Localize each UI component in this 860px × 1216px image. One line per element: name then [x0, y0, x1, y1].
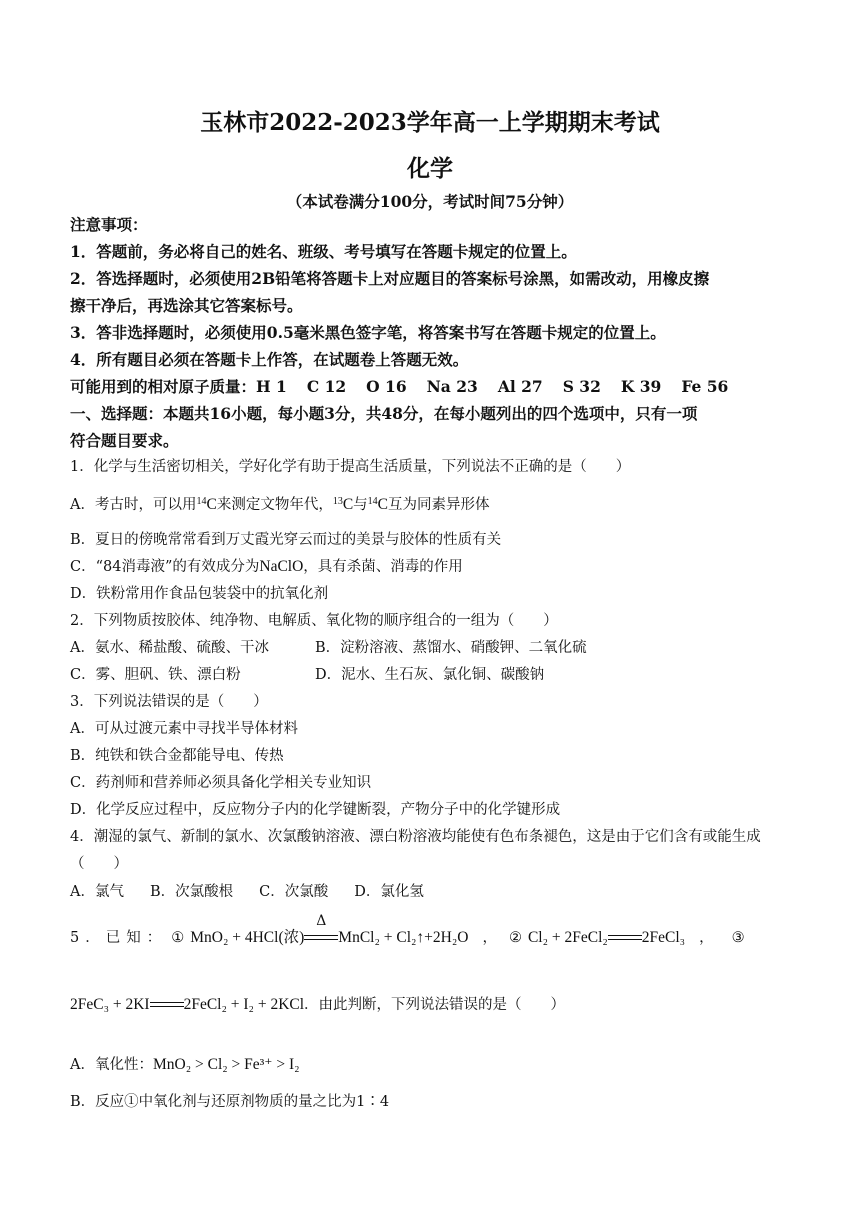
reaction-number: ③ [731, 930, 745, 946]
q5-lead: 5．已知： [70, 930, 168, 946]
q1-option-a-mid: 来测定文物年代， [216, 497, 333, 513]
notice-heading: 注意事项： [70, 215, 148, 234]
atomic-mass: S 32 [562, 377, 601, 396]
q1-option-a-text: A．考古时，可以用 [70, 497, 197, 513]
reaction-number: ② [508, 930, 522, 946]
formula-naclo: NaClO [259, 558, 304, 575]
section-heading: 一、选择题：本题共16小题，每小题3分，共48分，在每小题列出的四个选项中，只有一项 [70, 404, 698, 423]
section-heading-cont: 符合题目要求。 [70, 431, 179, 450]
atomic-mass: O 16 [366, 377, 407, 396]
notice-item: 擦干净后，再选涂其它答案标号。 [70, 296, 303, 315]
isotope-c14: $^{14}$C [196, 496, 217, 513]
equals-sign [150, 998, 184, 1012]
q4-paren: （ ） [70, 856, 128, 872]
atomic-mass: Fe 56 [681, 377, 729, 396]
reaction-2-products: 2FeCl₃ [641, 929, 686, 946]
notice-item: 4．所有题目必须在答题卡上作答，在试题卷上答题无效。 [70, 350, 469, 369]
atomic-mass: H 1 [256, 377, 287, 396]
delta-symbol: Δ [316, 913, 327, 929]
q4-stem: 4．潮湿的氯气、新制的氯水、次氯酸钠溶液、漂白粉溶液均能使有色布条褪色，这是由于它们含有或能生成 [70, 829, 761, 845]
q3-option-d: D．化学反应过程中，反应物分子内的化学键断裂，产物分子中的化学键形成 [70, 802, 561, 818]
q2-option-a: A．氨水、稀盐酸、硫酸、干冰 [70, 640, 269, 656]
q2-option-b: B．淀粉溶液、蒸馏水、硝酸钾、二氧化硫 [315, 640, 587, 656]
reaction-number: ① [171, 930, 185, 946]
atomic-mass: Na 23 [426, 377, 478, 396]
q1-option-d: D．铁粉常用作食品包装袋中的抗氧化剂 [70, 586, 329, 602]
q4-option-b: B．次氯酸根 [149, 884, 234, 900]
equals-sign [608, 931, 642, 945]
isotope-c13: $^{13}$C [332, 496, 354, 513]
q2-option-c: C．雾、胆矾、铁、漂白粉 [70, 667, 241, 683]
q5-option-a: A．氧化性：MnO₂ > Cl₂ > Fe³⁺ > I₂ [70, 1056, 300, 1073]
q5-reactions-line: 5．已知： ① MnO₂ + 4HCl(浓) Δ MnCl₂ + Cl₂↑+2H₂O ， ② Cl₂ + 2FeCl₂ 2FeCl₃ ， ③ [70, 913, 745, 946]
q5-stem-tail: ．由此判断，下列说法错误的是（ ） [304, 997, 566, 1013]
atomic-mass: C 12 [306, 377, 347, 396]
reaction-2-reactants: Cl₂ + 2FeCl₂ [527, 929, 608, 946]
atomic-masses [70, 377, 728, 397]
q5-option-b: B．反应①中氧化剂与还原剂物质的量之比为1∶4 [70, 1094, 390, 1110]
isotope-c14: $^{14}$C [367, 496, 389, 513]
q1-option-b: B．夏日的傍晚常常看到万丈霞光穿云而过的美景与胶体的性质有关 [70, 532, 502, 548]
exam-title: 玉林市2022-2023学年高一上学期期末考试 [200, 109, 660, 136]
subject-title: 化学 [407, 155, 453, 182]
q4-options [70, 882, 424, 902]
q2-stem: 2．下列物质按胶体、纯净物、电解质、氧化物的顺序组合的一组为（ ） [70, 613, 558, 629]
reaction-3-reactants: 2FeC₃ + 2KI [70, 996, 150, 1013]
notice-item: 3．答非选择题时，必须使用0.5毫米黑色签字笔，将答案书写在答题卡规定的位置上。 [70, 323, 666, 342]
oxidizing-order: MnO₂ > Cl₂ > Fe³⁺ > I₂ [152, 1056, 300, 1073]
atomic-masses-label: 可能用到的相对原子质量： [70, 377, 257, 396]
q1-option-c: C．“84消毒液”的有效成分为NaClO，具有杀菌、消毒的作用 [70, 558, 463, 575]
atomic-mass: Al 27 [497, 377, 543, 396]
q5-reaction-3-line [70, 995, 565, 1015]
reaction-1-reactants: MnO₂ + 4HCl(浓) [190, 929, 305, 946]
q1-option-a-post: 互为同素异形体 [388, 497, 490, 513]
q1-option-a-and: 与 [353, 497, 368, 513]
exam-note: （本试卷满分100分，考试时间75分钟） [286, 192, 574, 211]
q3-option-a: A．可从过渡元素中寻找半导体材料 [70, 721, 298, 737]
q1-option-a [70, 495, 490, 515]
q2-option-d: D．泥水、生石灰、氯化铜、碳酸钠 [315, 667, 545, 683]
heating-equals-sign [304, 913, 338, 945]
q1-stem: 1．化学与生活密切相关，学好化学有助于提高生活质量，下列说法不正确的是（ ） [70, 459, 631, 475]
notice-item: 1．答题前，务必将自己的姓名、班级、考号填写在答题卡规定的位置上。 [70, 242, 577, 261]
notice-item: 2．答选择题时，必须使用2B铅笔将答题卡上对应题目的答案标号涂黑，如需改动，用橡皮擦 [70, 269, 710, 288]
q3-option-b: B．纯铁和铁合金都能导电、传热 [70, 748, 284, 764]
q4-option-d: D．氯化氢 [354, 884, 424, 900]
q4-option-a: A．氯气 [70, 884, 124, 900]
atomic-mass: K 39 [620, 377, 662, 396]
q3-stem: 3．下列说法错误的是（ ） [70, 694, 268, 710]
reaction-3-products: 2FeCl₂ + I₂ + 2KCl [183, 996, 305, 1013]
q3-option-c: C．药剂师和营养师必须具备化学相关专业知识 [70, 775, 372, 791]
q4-option-c: C．次氯酸 [259, 884, 329, 900]
reaction-1-products: MnCl₂ + Cl₂↑+2H₂O [338, 929, 469, 946]
